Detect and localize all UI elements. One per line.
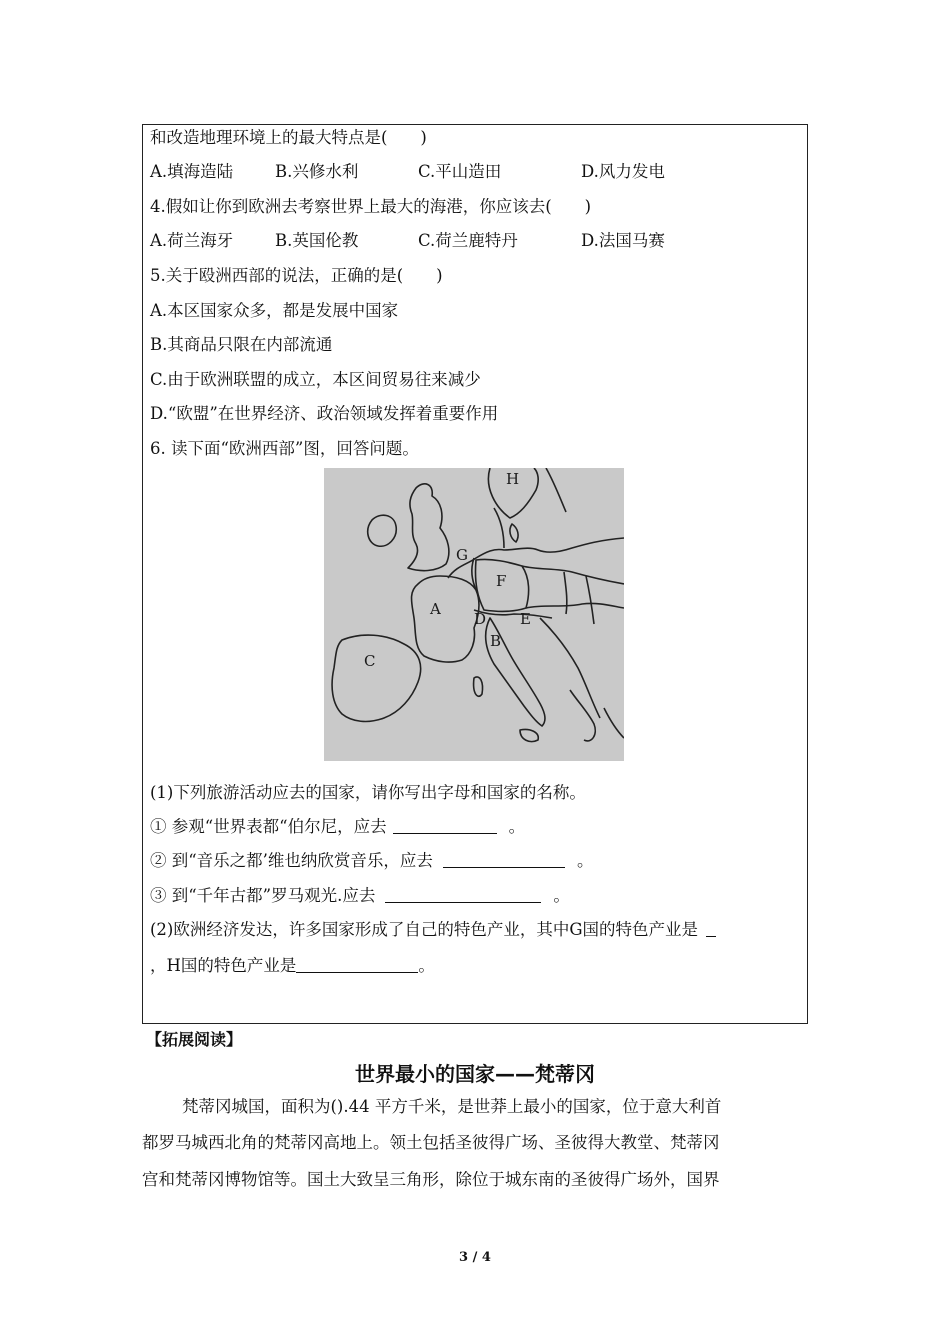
reading-line-1: 梵蒂冈城国，面积为().44 平方千米，是世莽上最小的国家，位于意大利首: [182, 1097, 722, 1116]
q6-part2-a-text: (2)欧洲经济发达，许多国家形成了自己的特色产业，其中G国的特色产业是: [150, 920, 699, 939]
q5-option-a: A.本区国家众多，都是发展中国家: [150, 301, 399, 320]
q4-options: [150, 231, 665, 251]
page-number: 3 / 4: [459, 1250, 491, 1265]
map-outline: [324, 468, 624, 761]
q6-item2-end: 。: [576, 851, 594, 870]
q6-item2-text: ② 到“音乐之都’维也纳欣赏音乐，应去: [150, 851, 433, 870]
q6-part1: (1)下列旅游活动应去的国家，请你写出字母和国家的名称。: [150, 783, 586, 802]
q6-item3-end: 。: [553, 886, 570, 905]
answer-blank-3[interactable]: [385, 886, 541, 903]
q4-stem: 4.假如让你到欧洲去考察世界上最大的海港，你应该去( ): [150, 197, 592, 216]
western-europe-map: [324, 468, 624, 761]
q6-item1-end: 。: [508, 817, 526, 836]
map-label-f: F: [496, 572, 507, 590]
q6-part2-b: [150, 956, 435, 976]
q6-part2-b-text: ，H国的特色产业是: [150, 956, 297, 975]
map-label-a: A: [430, 600, 441, 618]
q6-item3-text: ③ 到“千年古都”罗马观光.应去: [150, 886, 376, 905]
answer-blank-2[interactable]: [443, 851, 565, 868]
map-label-d: D: [474, 610, 487, 628]
reading-line-2: 都罗马城西北角的梵蒂冈高地上。领土包括圣彼得广场、圣彼得大教堂、梵蒂冈: [142, 1133, 720, 1152]
q4-option-c: C.荷兰鹿特丹: [418, 231, 518, 250]
q3-option-d: D.风力发电: [581, 162, 665, 181]
map-labels: [364, 470, 531, 670]
map-label-c: C: [364, 652, 376, 670]
q6-part2-end: 。: [418, 956, 435, 975]
q5-stem: 5.关于殴洲西部的说法，正确的是( ): [150, 266, 443, 285]
q3-options: [150, 162, 665, 182]
answer-blank-4[interactable]: [706, 920, 716, 937]
q6-item3: [150, 886, 570, 906]
map-label-h: H: [506, 470, 520, 488]
q4-option-d: D.法国马赛: [581, 231, 665, 250]
q6-item2: [150, 851, 593, 871]
answer-blank-1[interactable]: [393, 817, 497, 834]
q4-option-a: A.荷兰海牙: [150, 231, 234, 250]
q3-tail: 和改造地理环境上的最大特点是( ): [150, 128, 427, 147]
extended-reading-heading: 【拓展阅读】: [146, 1030, 243, 1049]
reading-title: 世界最小的国家——梵蒂冈: [355, 1062, 595, 1086]
q3-option-c: C.平山造田: [418, 162, 502, 181]
q4-option-b: B.英国伦教: [275, 231, 359, 250]
q3-option-a: A.填海造陆: [150, 162, 234, 181]
q3-option-b: B.兴修水利: [275, 162, 359, 181]
answer-blank-5[interactable]: [296, 956, 418, 973]
map-label-g: G: [456, 546, 468, 564]
q5-option-b: B.其商品只限在内部流通: [150, 335, 333, 354]
q6-part2-a: [150, 920, 716, 940]
map-label-e: E: [520, 610, 531, 628]
q6-item1-text: ① 参观“世界表都“伯尔尼，应去: [150, 817, 387, 836]
q6-item1: [150, 817, 525, 837]
q5-option-c: C.由于欧洲联盟的成立，本区间贸易往来减少: [150, 370, 481, 389]
q6-stem: 6. 读下面“欧洲西部”图，回答问题。: [150, 439, 419, 458]
q5-option-d: D.“欧盟”在世界经济、政治领域发挥着重要作用: [150, 404, 499, 423]
reading-line-3: 宫和梵蒂冈博物馆等。国土大致呈三角形，除位于城东南的圣彼得广场外，国界: [142, 1170, 720, 1189]
map-label-b: B: [490, 632, 502, 650]
